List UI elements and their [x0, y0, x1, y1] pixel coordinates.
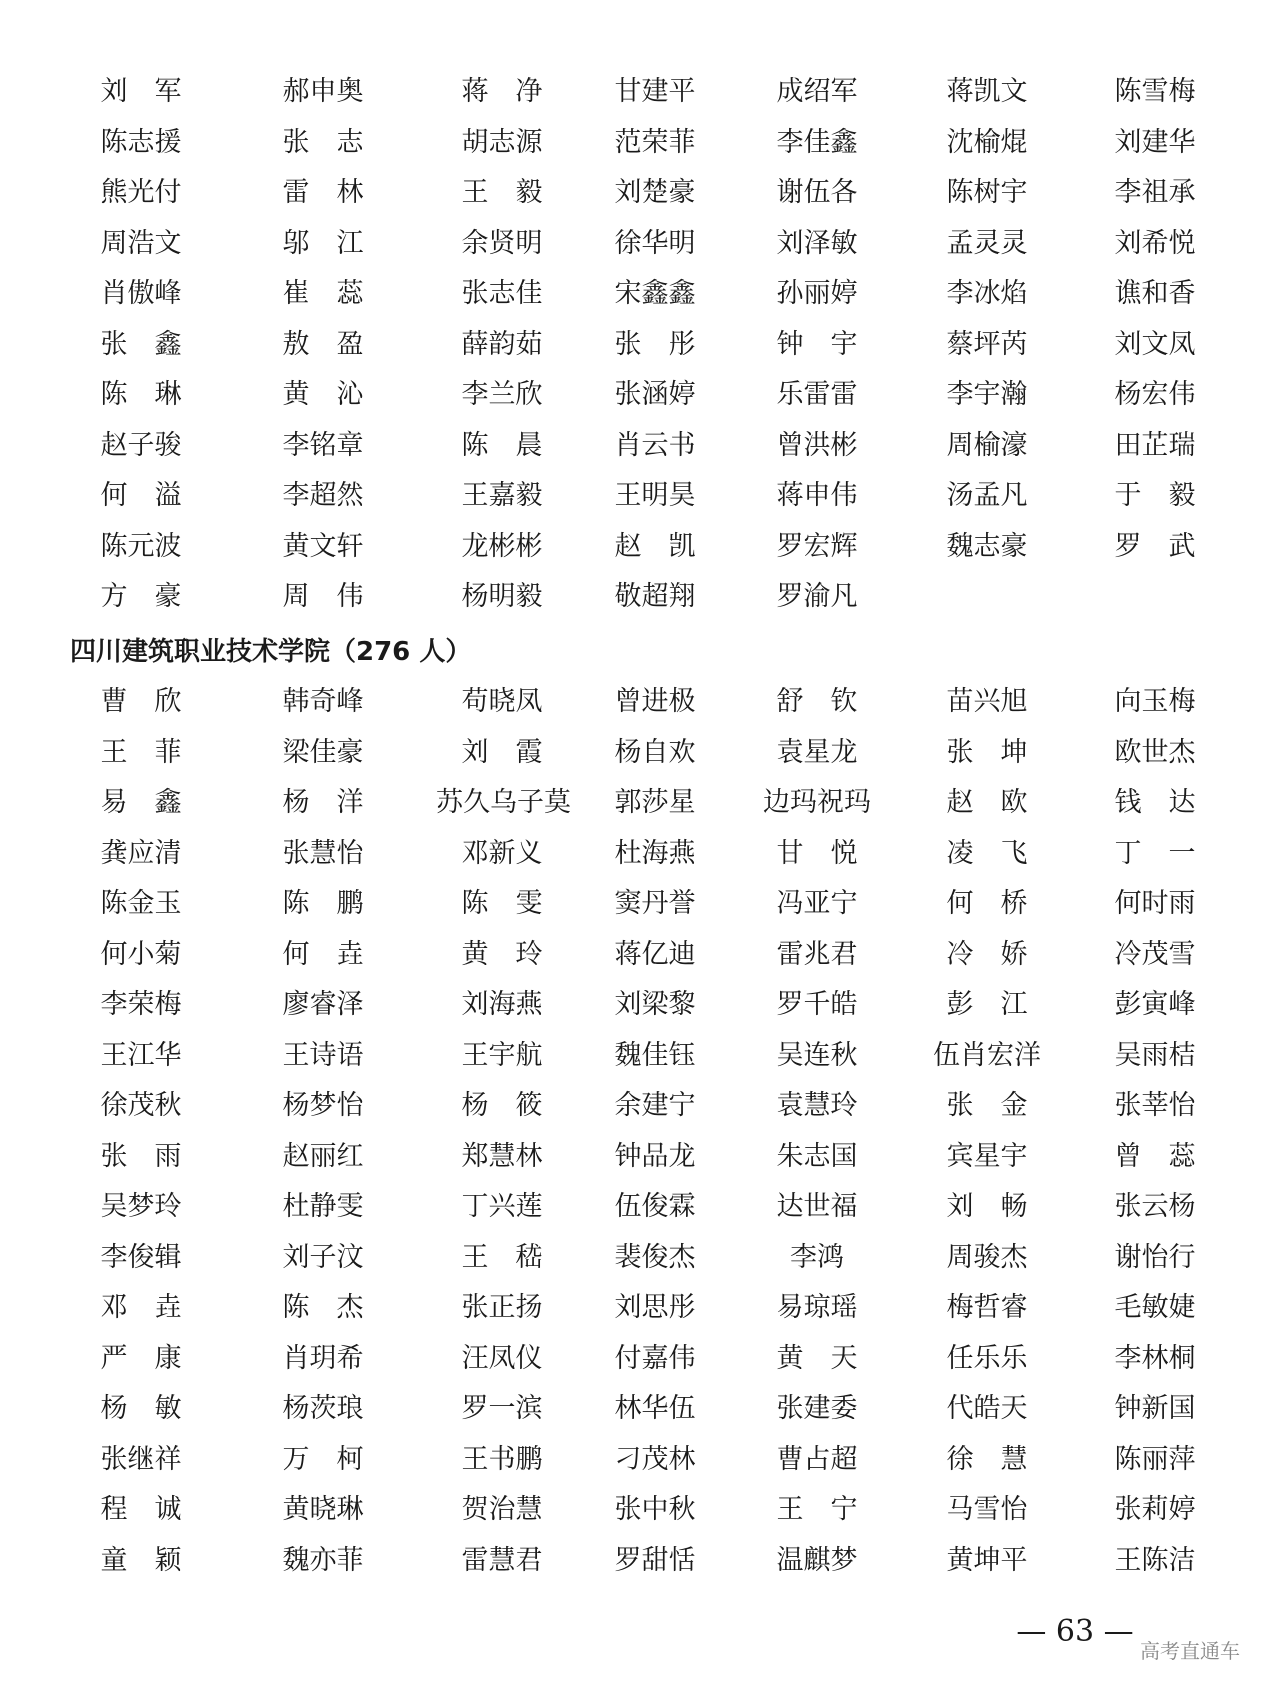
person-name: 代皓天 [946, 1393, 1028, 1424]
person-name: 魏佳钰 [614, 1039, 696, 1071]
person-name: 陈树宇 [946, 177, 1028, 208]
person-name: 苏久乌子莫 [436, 787, 571, 818]
person-name: 易 鑫 [100, 787, 182, 818]
person-name: 熊光付 [100, 177, 182, 208]
name-row [0, 1283, 1280, 1334]
person-name: 刘建华 [1114, 126, 1196, 158]
person-name: 魏志豪 [946, 530, 1028, 562]
person-name: 罗 武 [1114, 530, 1196, 562]
person-name: 谢怡行 [1114, 1241, 1196, 1273]
name-row [0, 1182, 1280, 1233]
person-name: 程 诚 [100, 1494, 182, 1525]
person-name: 王明昊 [614, 480, 696, 511]
person-name: 张正扬 [461, 1292, 543, 1323]
person-name: 刘楚豪 [614, 177, 696, 208]
person-name: 李兰欣 [461, 379, 543, 410]
person-name: 余建宁 [614, 1090, 696, 1121]
person-name: 龙彬彬 [461, 530, 543, 562]
name-row [0, 1132, 1280, 1183]
person-name: 汤孟凡 [946, 480, 1028, 511]
person-name: 周浩文 [100, 227, 182, 259]
person-name: 罗宏辉 [776, 530, 858, 562]
person-name: 赵 欧 [946, 787, 1028, 818]
person-name: 张 雨 [100, 1140, 182, 1172]
person-name: 冷 娇 [946, 938, 1028, 970]
person-name: 张 鑫 [100, 328, 182, 360]
person-name: 蔡坪芮 [946, 328, 1028, 360]
person-name: 宾星宇 [946, 1140, 1028, 1172]
name-row [0, 980, 1280, 1031]
name-row [0, 421, 1280, 472]
person-name: 向玉梅 [1114, 686, 1196, 717]
person-name: 陈雪梅 [1114, 76, 1196, 107]
person-name: 李佳鑫 [776, 126, 858, 158]
person-name: 陈元波 [100, 530, 182, 562]
person-name: 罗千皓 [776, 989, 858, 1020]
person-name: 王 嵇 [461, 1241, 543, 1273]
person-name: 欧世杰 [1114, 736, 1196, 768]
person-name: 冯亚宁 [776, 888, 858, 919]
person-name: 邓 垚 [100, 1292, 182, 1323]
person-name: 徐茂秋 [100, 1090, 182, 1121]
person-name: 袁慧玲 [776, 1090, 858, 1121]
person-name: 刘 霞 [461, 736, 543, 768]
person-name: 梅哲睿 [946, 1292, 1028, 1323]
watermark-text: 高考直通车 [1140, 1639, 1240, 1663]
person-name: 冷茂雪 [1114, 938, 1196, 970]
person-name: 钟 宇 [776, 328, 858, 360]
person-name: 曹占超 [776, 1443, 858, 1475]
person-name: 伍肖宏洋 [933, 1039, 1041, 1071]
person-name: 窦丹誉 [614, 888, 696, 919]
person-name: 崔 蕊 [282, 278, 364, 309]
person-name: 郑慧林 [461, 1140, 543, 1172]
person-name: 何小菊 [100, 938, 182, 970]
person-name: 吴连秋 [776, 1039, 858, 1071]
person-name: 裴俊杰 [614, 1241, 696, 1273]
person-name: 杜海燕 [614, 837, 696, 869]
person-name: 罗渝凡 [776, 581, 858, 612]
person-name: 陈 琳 [100, 379, 182, 410]
person-name: 王嘉毅 [461, 480, 543, 511]
person-name: 贺治慧 [461, 1494, 543, 1525]
person-name: 王江华 [100, 1039, 182, 1071]
person-name: 蒋亿迪 [614, 938, 696, 970]
person-name: 王书鹏 [461, 1443, 543, 1475]
person-name: 成绍军 [776, 76, 858, 107]
person-name: 陈 杰 [282, 1292, 364, 1323]
person-name: 薛韵茹 [461, 328, 543, 360]
person-name: 龚应清 [100, 837, 182, 869]
person-name: 谯和香 [1114, 278, 1196, 309]
name-row [0, 572, 1280, 623]
person-name: 杨 敏 [100, 1393, 182, 1424]
person-name: 陈金玉 [100, 888, 182, 919]
person-name: 陈 鹏 [282, 888, 364, 919]
person-name: 刘梁黎 [614, 989, 696, 1020]
person-name: 孙丽婷 [776, 278, 858, 309]
name-row [0, 728, 1280, 779]
person-name: 曾进极 [614, 686, 696, 717]
person-name: 敖 盈 [282, 328, 364, 360]
name-row [0, 778, 1280, 829]
person-name: 王陈洁 [1114, 1544, 1196, 1576]
person-name: 李超然 [282, 480, 364, 511]
person-name: 何时雨 [1114, 888, 1196, 919]
person-name: 刘 畅 [946, 1191, 1028, 1222]
name-row [0, 1081, 1280, 1132]
person-name: 何 溢 [100, 480, 182, 511]
person-name: 黄文轩 [282, 530, 364, 562]
person-name: 袁星龙 [776, 736, 858, 768]
person-name: 李林桐 [1114, 1342, 1196, 1374]
person-name: 汪凤仪 [461, 1342, 543, 1374]
person-name: 周骏杰 [946, 1241, 1028, 1273]
name-row [0, 67, 1280, 118]
person-name: 丁兴莲 [461, 1191, 543, 1222]
person-name: 张 志 [282, 126, 364, 158]
person-name: 张建委 [776, 1393, 858, 1424]
person-name: 黄坤平 [946, 1544, 1028, 1576]
name-row [0, 269, 1280, 320]
person-name: 杨茨琅 [282, 1393, 364, 1424]
name-row [0, 1485, 1280, 1536]
person-name: 彭寅峰 [1114, 989, 1196, 1020]
person-name: 胡志源 [461, 126, 543, 158]
name-row [0, 168, 1280, 219]
person-name: 毛敏婕 [1114, 1292, 1196, 1323]
person-name: 刘海燕 [461, 989, 543, 1020]
person-name: 陈 雯 [461, 888, 543, 919]
section-heading: 四川建筑职业技术学院（276 人） [70, 637, 472, 667]
person-name: 王 毅 [461, 177, 543, 208]
person-name: 徐 慧 [946, 1443, 1028, 1475]
person-name: 魏亦菲 [282, 1544, 364, 1576]
person-name: 梁佳豪 [282, 736, 364, 768]
person-name: 边玛祝玛 [763, 787, 871, 818]
person-name: 张 坤 [946, 736, 1028, 768]
person-name: 彭 江 [946, 989, 1028, 1020]
person-name: 蒋 净 [461, 76, 543, 107]
person-name: 甘 悦 [776, 837, 858, 869]
person-name: 张涵婷 [614, 379, 696, 410]
person-name: 马雪怡 [946, 1494, 1028, 1525]
person-name: 陈丽萍 [1114, 1443, 1196, 1475]
person-name: 何 桥 [946, 888, 1028, 919]
person-name: 邬 江 [282, 227, 364, 259]
person-name: 沈榆焜 [946, 126, 1028, 158]
person-name: 林华伍 [614, 1393, 696, 1424]
person-name: 韩奇峰 [282, 686, 364, 717]
person-name: 李铭章 [282, 429, 364, 461]
person-name: 李祖承 [1114, 177, 1196, 208]
person-name: 谢伍各 [776, 177, 858, 208]
person-name: 肖玥希 [282, 1342, 364, 1374]
person-name: 何 垚 [282, 938, 364, 970]
person-name: 杨自欢 [614, 736, 696, 768]
person-name: 刘泽敏 [776, 227, 858, 259]
person-name: 杨 筱 [461, 1090, 543, 1121]
person-name: 张继祥 [100, 1443, 182, 1475]
person-name: 徐华明 [614, 227, 696, 259]
person-name: 田芷瑞 [1114, 429, 1196, 461]
person-name: 李荣梅 [100, 989, 182, 1020]
person-name: 张志佳 [461, 278, 543, 309]
person-name: 李俊辑 [100, 1241, 182, 1273]
person-name: 乐雷雷 [776, 379, 858, 410]
person-name: 陈志援 [100, 126, 182, 158]
name-row [0, 879, 1280, 930]
name-row [0, 1435, 1280, 1486]
person-name: 曾洪彬 [776, 429, 858, 461]
person-name: 凌 飞 [946, 837, 1028, 869]
person-name: 舒 钦 [776, 686, 858, 717]
person-name: 孟灵灵 [946, 227, 1028, 259]
name-row [0, 1233, 1280, 1284]
person-name: 王宇航 [461, 1039, 543, 1071]
person-name: 黄 玲 [461, 938, 543, 970]
name-list-section-1 [0, 67, 1280, 623]
person-name: 吴雨桔 [1114, 1039, 1196, 1071]
person-name: 杨 洋 [282, 787, 364, 818]
person-name: 杨梦怡 [282, 1090, 364, 1121]
person-name: 雷慧君 [461, 1544, 543, 1576]
name-row [0, 1031, 1280, 1082]
person-name: 方 豪 [100, 581, 182, 612]
person-name: 曹 欣 [100, 686, 182, 717]
person-name: 张莉婷 [1114, 1494, 1196, 1525]
person-name: 钟新国 [1114, 1393, 1196, 1424]
name-list-section-2 [0, 677, 1280, 1586]
person-name: 温麒梦 [776, 1544, 858, 1576]
person-name: 蒋申伟 [776, 480, 858, 511]
person-name: 罗甜恬 [614, 1544, 696, 1576]
person-name: 朱志国 [776, 1140, 858, 1172]
person-name: 吴梦玲 [100, 1191, 182, 1222]
person-name: 任乐乐 [946, 1342, 1028, 1374]
person-name: 雷兆君 [776, 938, 858, 970]
person-name: 李冰焰 [946, 278, 1028, 309]
person-name: 刘思彤 [614, 1292, 696, 1323]
person-name: 苟晓凤 [461, 686, 543, 717]
person-name: 王诗语 [282, 1039, 364, 1071]
person-name: 邓新义 [461, 837, 543, 869]
name-row [0, 1334, 1280, 1385]
person-name: 陈 晨 [461, 429, 543, 461]
person-name: 刘文凤 [1114, 328, 1196, 360]
person-name: 伍俊霖 [614, 1191, 696, 1222]
person-name: 刘子汶 [282, 1241, 364, 1273]
person-name: 张 金 [946, 1090, 1028, 1121]
person-name: 刘希悦 [1114, 227, 1196, 259]
name-row [0, 1536, 1280, 1587]
name-row [0, 677, 1280, 728]
person-name: 赵 凯 [614, 530, 696, 562]
person-name: 周 伟 [282, 581, 364, 612]
person-name: 郝申奥 [282, 76, 364, 107]
person-name: 刁茂林 [614, 1443, 696, 1475]
person-name: 余贤明 [461, 227, 543, 259]
person-name: 宋鑫鑫 [614, 278, 696, 309]
person-name: 万 柯 [282, 1443, 364, 1475]
person-name: 张慧怡 [282, 837, 364, 869]
person-name: 易琼瑶 [776, 1292, 858, 1323]
person-name: 敬超翔 [614, 581, 696, 612]
person-name: 苗兴旭 [946, 686, 1028, 717]
person-name: 王 宁 [776, 1494, 858, 1525]
person-name: 肖云书 [614, 429, 696, 461]
person-name: 丁 一 [1114, 837, 1196, 869]
person-name: 曾 蕊 [1114, 1140, 1196, 1172]
person-name: 赵子骏 [100, 429, 182, 461]
name-row [0, 370, 1280, 421]
person-name: 蒋凯文 [946, 76, 1028, 107]
name-row [0, 930, 1280, 981]
name-row [0, 219, 1280, 270]
name-row [0, 320, 1280, 371]
person-name: 张 彤 [614, 328, 696, 360]
person-name: 罗一滨 [461, 1393, 543, 1424]
person-name: 刘 军 [100, 76, 182, 107]
person-name: 范荣菲 [614, 126, 696, 158]
person-name: 王 菲 [100, 736, 182, 768]
person-name: 达世福 [776, 1191, 858, 1222]
person-name: 张莘怡 [1114, 1090, 1196, 1121]
person-name: 黄 沁 [282, 379, 364, 410]
person-name: 周榆濠 [946, 429, 1028, 461]
person-name: 李鸿 [790, 1241, 844, 1273]
person-name: 钟品龙 [614, 1140, 696, 1172]
person-name: 郭莎星 [614, 787, 696, 818]
person-name: 钱 达 [1114, 787, 1196, 818]
person-name: 付嘉伟 [614, 1342, 696, 1374]
person-name: 张中秋 [614, 1494, 696, 1525]
person-name: 于 毅 [1114, 480, 1196, 511]
person-name: 李宇瀚 [946, 379, 1028, 410]
person-name: 杜静雯 [282, 1191, 364, 1222]
person-name: 杨宏伟 [1114, 379, 1196, 410]
name-row [0, 522, 1280, 573]
person-name: 严 康 [100, 1342, 182, 1374]
person-name: 雷 林 [282, 177, 364, 208]
name-row [0, 829, 1280, 880]
person-name: 童 颖 [100, 1544, 182, 1576]
person-name: 杨明毅 [461, 581, 543, 612]
person-name: 黄晓琳 [282, 1494, 364, 1525]
name-row [0, 118, 1280, 169]
person-name: 张云杨 [1114, 1191, 1196, 1222]
person-name: 肖傲峰 [100, 278, 182, 309]
person-name: 甘建平 [614, 76, 696, 107]
person-name: 廖睿泽 [282, 989, 364, 1020]
name-row [0, 471, 1280, 522]
name-row [0, 1384, 1280, 1435]
person-name: 黄 天 [776, 1342, 858, 1374]
person-name: 赵丽红 [282, 1140, 364, 1172]
page-number: — 63 — [1016, 1614, 1134, 1649]
